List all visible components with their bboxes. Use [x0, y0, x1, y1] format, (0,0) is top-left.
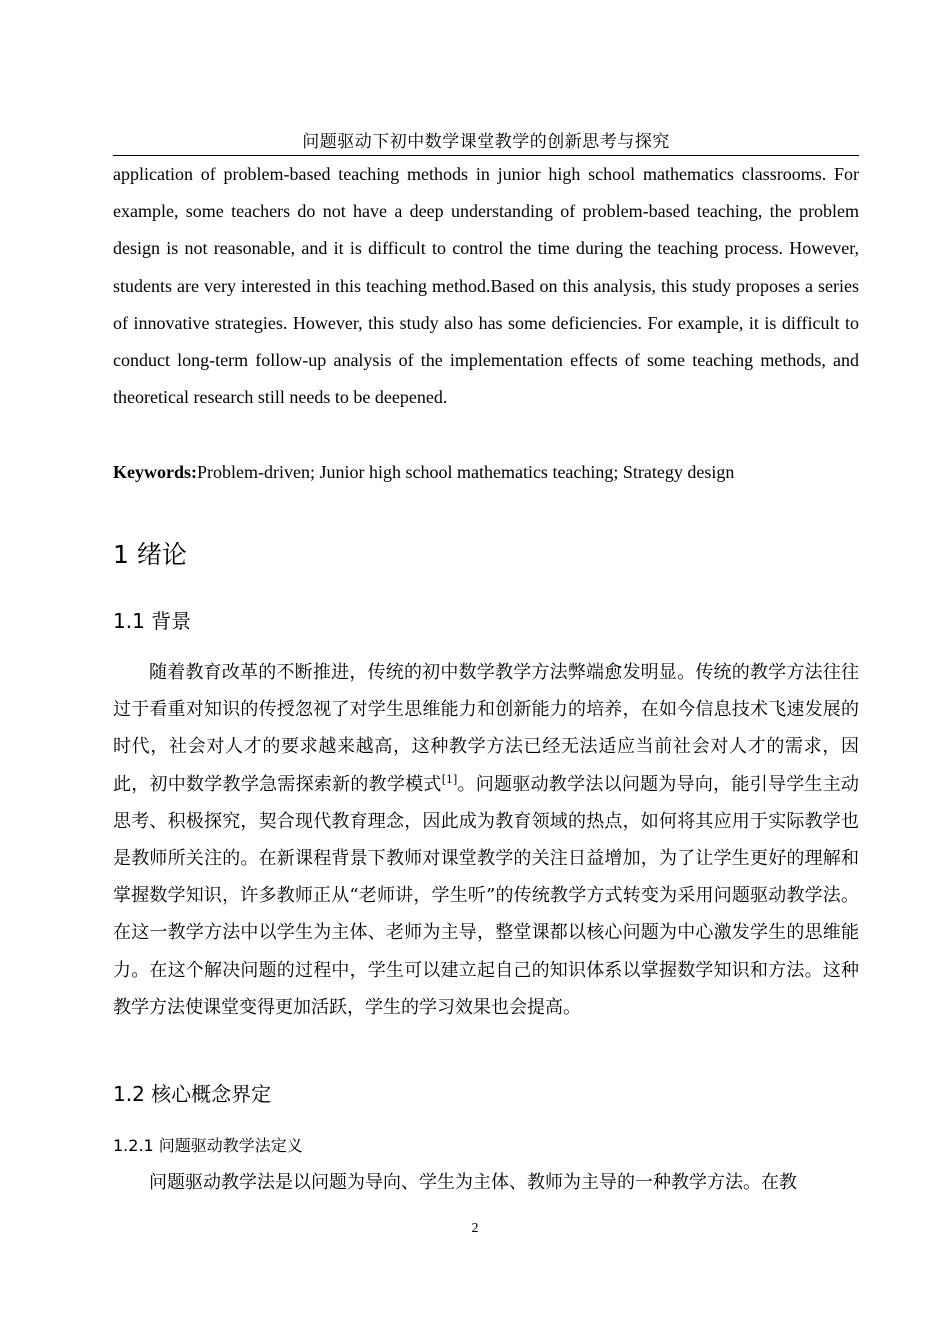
section-heading-1-2-1: 1.2.1 问题驱动教学法定义 — [113, 1136, 303, 1155]
abstract-paragraph: application of problem-based teaching methods in junior high school mathematics classrooms. For example, some teachers do not have a deep understanding of problem-based teaching, the problem design is not reasonable, and it is difficult to control the time during the teaching process. However, students are very interested in this teaching method.Based on this analysis, this study proposes a series of innovative strategies. However, this study also has some deficiencies. For example, it is difficult to conduct long-term follow-up analysis of the implementation effects of some teaching methods, and theoretical research still needs to be deepened. — [113, 164, 859, 408]
keywords-line — [113, 459, 859, 485]
keywords-text: Problem-driven; Junior high school mathematics teaching; Strategy design — [197, 462, 735, 482]
section-heading-1-1: 1.1 背景 — [113, 609, 192, 633]
background-paragraph — [113, 654, 859, 1026]
section-heading-1: 1 绪论 — [113, 540, 187, 569]
section-heading-1-2: 1.2 核心概念界定 — [113, 1082, 272, 1106]
citation-marker: [1] — [441, 772, 458, 786]
background-text-part-1: 随着教育改革的不断推进，传统的初中数学教学方法弊端愈发明显。传统的教学方法往往过于看重对知识的传授忽视了对学生思维能力和创新能力的培养，在如今信息技术飞速发展的时代，社会对人才的要求越来越高，这种教学方法已经无法适应当前社会对人才的需求，因此，初中数学教学急需探索新的教学模式 — [113, 662, 859, 795]
background-text-part-2: 。问题驱动教学法以问题为导向，能引导学生主动思考、积极探究，契合现代教育理念，因此成为教育领域的热点，如何将其应用于实际教学也是教师所关注的。在新课程背景下教师对课堂教学的关注日益增加，为了让学生更好的理解和掌握数学知识，许多教师正从“老师讲，学生听”的传统教学方式转变为采用问题驱动教学法。在这一教学方法中以学生为主体、老师为主导，整堂课都以核心问题为中心激发学生的思维能力。在这个解决问题的过程中，学生可以建立起自己的知识体系以掌握数学知识和方法。这种教学方法使课堂变得更加活跃，学生的学习效果也会提高。 — [113, 773, 860, 1018]
page-number: 2 — [471, 1221, 479, 1236]
keywords-label: Keywords: — [113, 462, 197, 482]
definition-paragraph: 问题驱动教学法是以问题为导向、学生为主体、教师为主导的一种教学方法。在教 — [149, 1172, 797, 1193]
running-header: 问题驱动下初中数学课堂教学的创新思考与探究 — [302, 132, 670, 152]
